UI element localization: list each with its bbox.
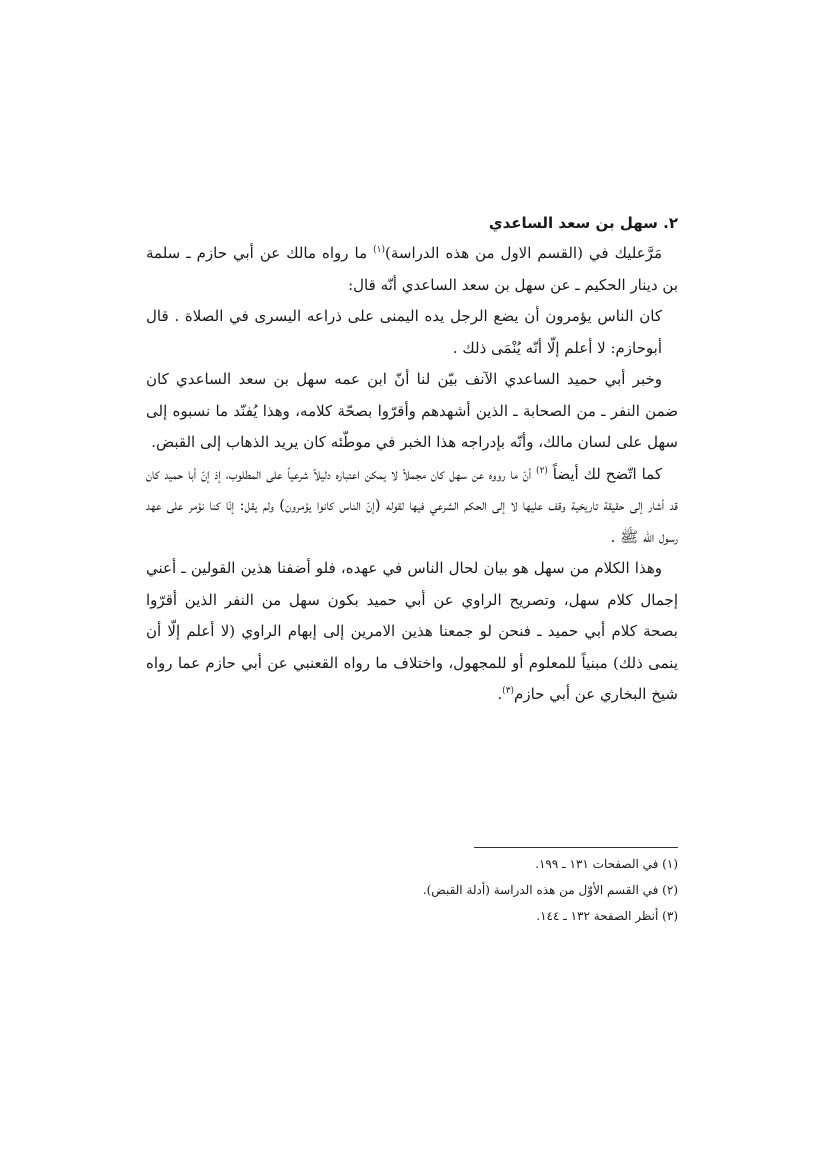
paragraph-1-text-b: ما رواه مالك عن أبي حازم ـ سلمة بن دينار الحكيم ـ عن سهل بن سعد الساعدي أنّه قال: — [146, 244, 678, 294]
paragraph-3 — [146, 459, 678, 554]
paragraph-4-text-a: وهذا الكلام من سهل هو بيان لحال الناس في عهده، فلو أضفنا هذين القولين ـ أعني إجمال كلام سهل، وتصريح الراوي عن أبي حميد بكون سهل من النفر الذين أقرّوا بصحة كلام أبي حميد ـ فنحن لو جمعنا هذين الامرين إلى إبهام الراوي (لا أعلم إلّا أن ينمى ذلك) مبنياً للمعلوم أو للمجهول، واختلاف ما رواه القعنبي عن أبي حازم عما رواه شيخ البخاري عن أبي حازم — [146, 559, 678, 703]
footnote-divider — [474, 847, 678, 848]
paragraph-3-text-a: كما اتّضح لك أيضاً — [547, 464, 662, 483]
paragraph-2: وخبر أبي حميد الساعدي الآنف بيّن لنا أنّ ابن عمه سهل بن سعد الساعدي كان ضمن النفر ـ من الصحابة ـ الذين أشهدهم وأقرّوا بصحّة كلامه، وهذا يُفنّد ما نسبوه إلى سهل على لسان مالك، وأنّه بإدراجه هذا الخبر في موطّئه كان يريد الذهاب إلى القبض. — [146, 370, 678, 451]
footnote-1: (١) في الصفحات ١٣١ ـ ١٩٩. — [535, 857, 678, 871]
footnote-ref-1[interactable]: (١) — [373, 245, 385, 255]
footnote-ref-2[interactable]: (٢) — [536, 465, 548, 476]
section-heading: ٢. سهل بن سعد الساعدي — [488, 214, 678, 232]
page-body — [146, 208, 678, 711]
footnotes — [146, 851, 678, 929]
hadith-quote: كان الناس يؤمرون أن يضع الرجل يده اليمنى على ذراعه اليسرى في الصلاة . قال أبوحازم: لا أعلم إلّا أنّه يُنْمَى ذلك . — [146, 307, 662, 357]
paragraph-4 — [146, 553, 678, 711]
footnote-2: (٢) في القسم الأوّل من هذه الدراسة (أدلة القبض). — [422, 883, 678, 897]
footnote-ref-3[interactable]: (٣) — [502, 686, 515, 696]
paragraph-1 — [146, 238, 678, 301]
paragraph-1-text-a: مَرَّعليك في (القسم الاول من هذه الدراسة) — [384, 244, 662, 262]
paragraph-3-text-b: أنّ ما رووه عن سهل كان مجملاً لا يمكن اعتباره دليلاً شرعياً على المطلوب، إذ إنّ أبا حميد كان قد أشار إلى حقيقة تاريخية وقف عليها لا إلى الحكم الشرعي فيها لقوله (إنّ الناس كانوا يؤمرون) ولم يقل: إنّا كنا نؤمر على عهد رسول الله ﷺ . — [146, 464, 678, 546]
footnote-3: (٣) أنظر الصفحة ١٣٢ ـ ١٤٤. — [536, 909, 678, 923]
paragraph-4-text-b: . — [497, 685, 503, 703]
